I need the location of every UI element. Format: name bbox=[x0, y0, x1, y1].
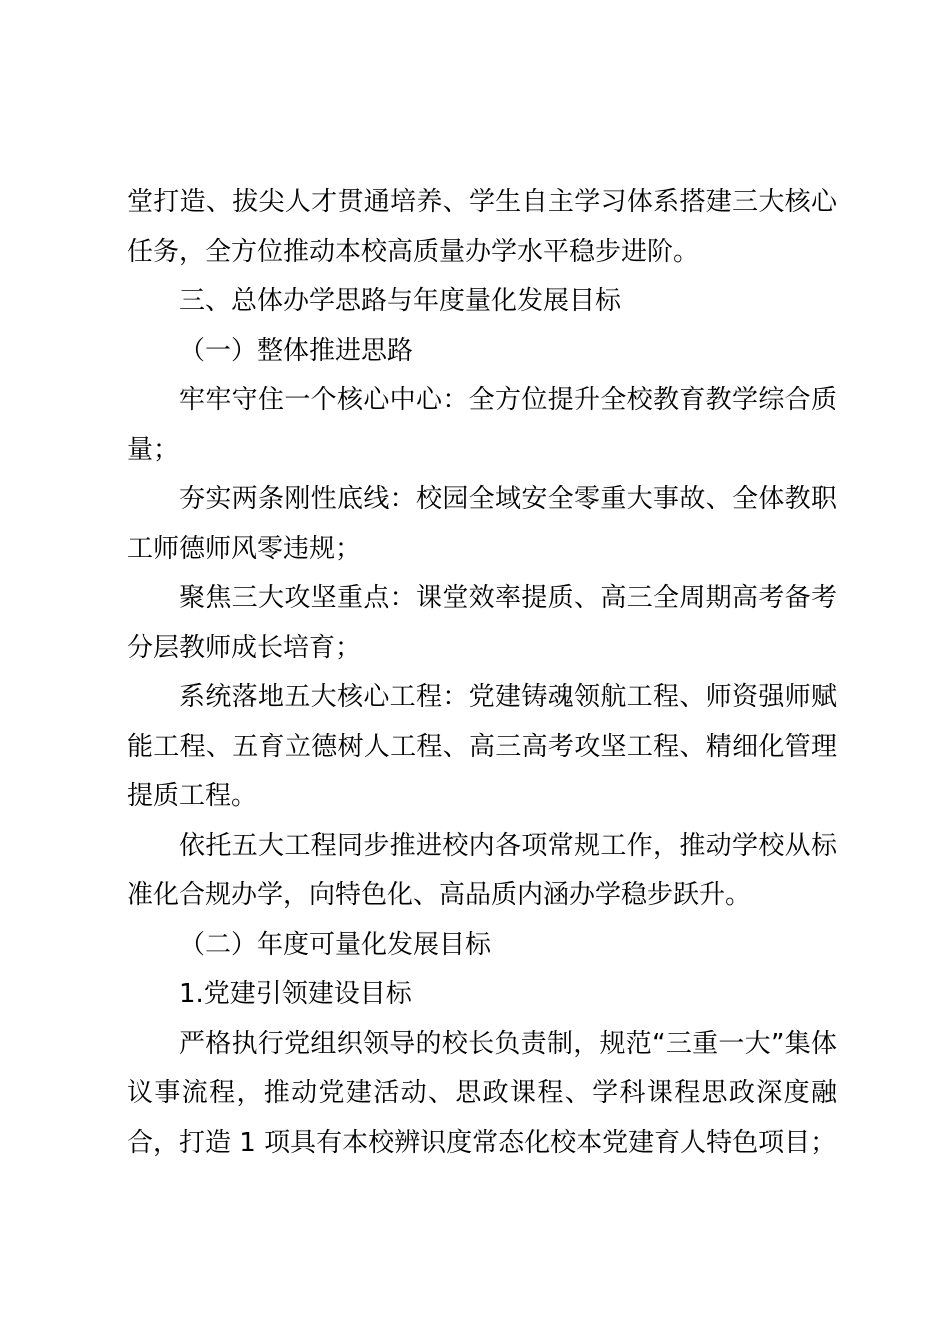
document-body bbox=[127, 178, 837, 1168]
subsection-heading-1: （一）整体推进思路 bbox=[179, 335, 414, 366]
section-heading-3: 三、总体办学思路与年度量化发展目标 bbox=[179, 286, 622, 316]
item-heading-1: 1.党建引领建设目标 bbox=[179, 979, 412, 1009]
body-paragraph-core-center: 牢牢守住一个核心中心：全方位提升全校教育教学综合质量； bbox=[127, 385, 837, 465]
body-paragraph-three-focuses: 聚焦三大攻坚重点：课堂效率提质、高三全周期高考备考分层教师成长培育； bbox=[127, 583, 837, 663]
body-paragraph-party-building: 严格执行党组织领导的校长负责制，规范“三重一大”集体议事流程，推动党建活动、思政课程、学科课程思政深度融合，打造 1 项具有本校辨识度常态化校本党建育人特色项目； bbox=[127, 1028, 837, 1158]
body-paragraph-continued: 堂打造、拔尖人才贯通培养、学生自主学习体系搭建三大核心任务，全方位推动本校高质量办学水平稳步进阶。 bbox=[127, 187, 837, 267]
body-paragraph-two-baselines: 夯实两条刚性底线：校园全域安全零重大事故、全体教职工师德师风零违规； bbox=[127, 484, 837, 564]
body-paragraph-five-projects: 系统落地五大核心工程：党建铸魂领航工程、师资强师赋能工程、五育立德树人工程、高三高考攻坚工程、精细化管理提质工程。 bbox=[127, 682, 837, 811]
subsection-heading-2: （二）年度可量化发展目标 bbox=[179, 929, 492, 960]
body-paragraph-routine-work: 依托五大工程同步推进校内各项常规工作，推动学校从标准化合规办学，向特色化、高品质内涵办学稳步跃升。 bbox=[127, 830, 837, 910]
